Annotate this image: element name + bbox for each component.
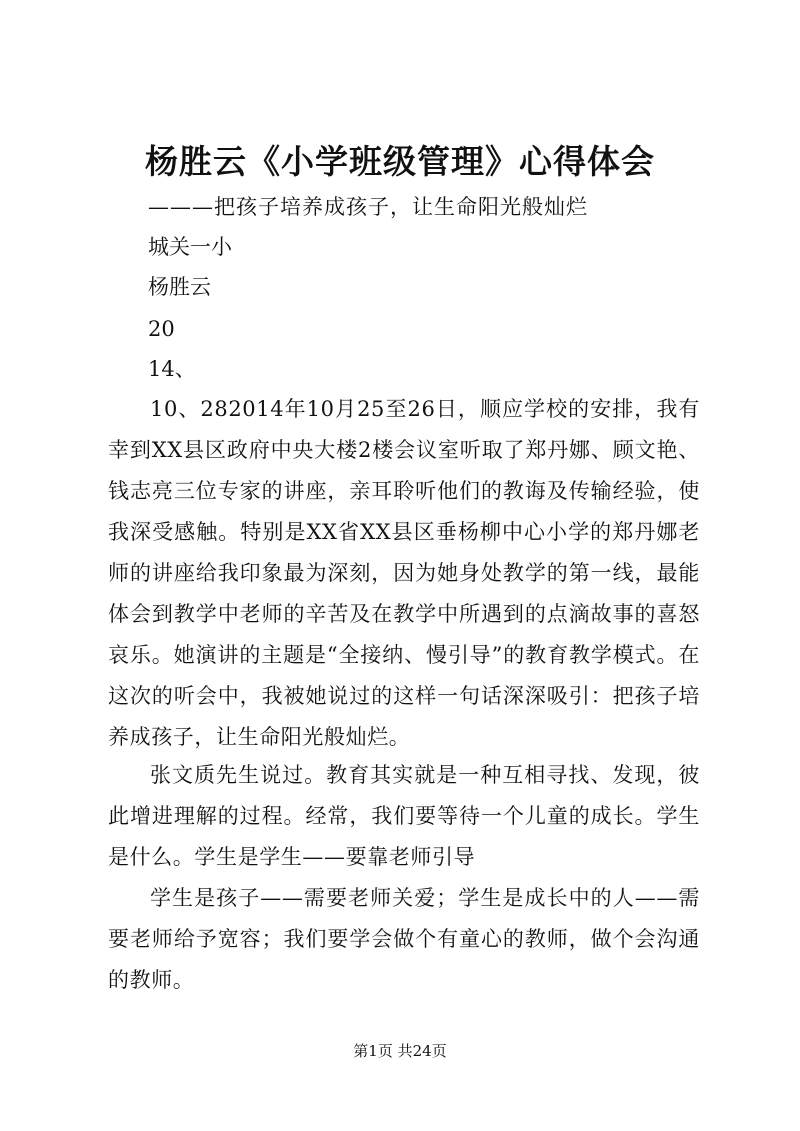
author-name: 杨胜云 [148, 275, 211, 299]
date-fragment-1: 20 [148, 317, 175, 341]
page-footer: 第1页 共24页 [353, 1042, 447, 1060]
body-paragraph: 学生是孩子——需要老师关爱；学生是成长中的人——需要老师给予宽容；我们要学会做个有童心的教师，做个会沟通的教师。 [108, 886, 700, 992]
body-paragraph: 10、282014年10月25至26日，顺应学校的安排，我有幸到XX县区政府中央大楼2楼会议室听取了郑丹娜、顾文艳、钱志亮三位专家的讲座，亲耳聆听他们的教诲及传输经验，使我深受感触。特别是XX省XX县区垂杨柳中心小学的郑丹娜老师的讲座给我印象最为深刻，因为她身处教学的第一线，最能体会到教学中老师的辛苦及在教学中所遇到的点滴故事的喜怒哀乐。她演讲的主题是“全接纳、慢引导”的教育教学模式。在这次的听会中，我被她说过的这样一句话深深吸引：把孩子培养成孩子，让生命阳光般灿烂。 [108, 397, 700, 749]
school-name: 城关一小 [148, 235, 232, 259]
date-fragment-2: 14、 [148, 357, 196, 381]
body-paragraph: 张文质先生说过。教育其实就是一种互相寻找、发现，彼此增进理解的过程。经常，我们要等待一个儿童的成长。学生是什么。学生是学生——要靠老师引导 [108, 763, 700, 869]
page-title: 杨胜云《小学班级管理》心得体会 [145, 142, 655, 181]
subtitle: ———把孩子培养成孩子，让生命阳光般灿烂 [148, 195, 588, 219]
